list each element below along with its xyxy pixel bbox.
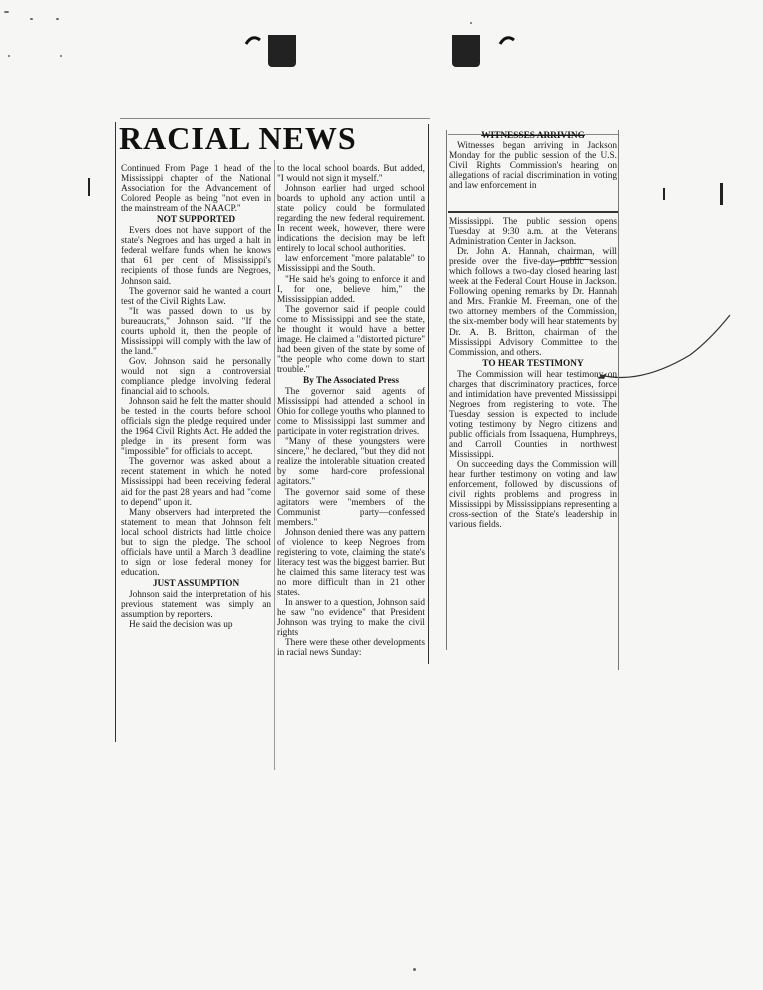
paragraph: There were these other developments in racial news Sunday:	[277, 638, 425, 659]
witnesses-lead: Witnesses began arriving in Jackson Monday for the public session of the U.S. Civil Rights Commission's hearing on allegations of racial discrimination in voting and law enforcement in	[449, 141, 617, 192]
paragraph: "Many of these youngsters were sincere," he declared, "but they did not realize the intolerable situation created by some hard-core professional agitators."	[277, 437, 425, 488]
paragraph: Johnson denied there was any pattern of violence to keep Negroes from registering to vote, claiming the state's literacy test was the biggest barrier. But he claimed this same literacy test was no more difficult than in 21 other states.	[277, 527, 425, 598]
paragraph: The governor said if people could come to Mississippi and see the state, he thought it would have a better image. He claimed a "distorted picture" had been given of the state by some of "the people who come down to start trouble."	[277, 304, 425, 375]
paragraph: Johnson said the interpretation of his previous statement was simply an assumption by reporters.	[121, 589, 271, 621]
paragraph: "He said he's going to enforce it and I, for one, believe him," the Mississippian added.	[277, 274, 425, 305]
clip-right-border	[428, 124, 429, 664]
paragraph: Mississippi. The public session opens Tuesday at 9:30 a.m. at the Veterans Administration Center in Jackson.	[449, 217, 617, 248]
paragraph: to the local school boards. But added, "I would not sign it myself."	[277, 164, 425, 185]
paragraph: On succeeding days the Commission will hear further testimony on voting and law enforcement, followed by discussions of civil rights problems and progress in Mississippi by Mississippians representing a cross-section of the State's leadership in various fields.	[449, 460, 617, 531]
article-column-1	[121, 164, 271, 630]
headline: RACIAL NEWS	[119, 120, 357, 156]
paragraph: "It was passed down to us by bureaucrats," Johnson said. "If the courts uphold it, then the people of Mississippi will comply with the law of the land."	[121, 306, 271, 357]
paragraph: Johnson earlier had urged school boards to uphold any action until a state policy could be formulated regarding the new federal requirement. In recent week, however, there were indications the decision may be left entirely to local school authorities.	[277, 184, 425, 255]
article-column-2	[277, 164, 425, 658]
witnesses-title: WITNESSES ARRIVING	[481, 131, 585, 141]
paragraph: He said the decision was up	[129, 620, 233, 631]
witnesses-heading	[449, 131, 617, 191]
paragraph: The governor said some of these agitators were "members of the Communist party—confessed members."	[277, 487, 425, 528]
paragraph: Evers does not have support of the state's Negroes and has urged a halt in federal welfare funds when he knows that 61 per cent of Mississippi's recipients of those funds are Negroes, Johnson said.	[121, 226, 271, 287]
rule-line	[448, 211, 618, 213]
subheading: NOT SUPPORTED	[156, 215, 236, 226]
paragraph: Dr. John A. Hannah, chairman, will preside over the five-day public session which follows a two-day closed hearing last week at the Federal Court House in Jackson. Following opening remarks by Dr. Hannah and Mrs. Frankie M. Freeman, one of the two attorney members of the Commission, the six-member body will hear statements by Dr. A. B. Britton, chairman of the Mississippi Advisory Committee to the Commission, and others.	[449, 247, 617, 358]
paragraph: Many observers had interpreted the statement to mean that Johnson felt local school districts had little choice but to sign the pledge. The school officials have until a March 3 deadline to sign or lose federal money for education.	[121, 507, 271, 578]
paragraph: In answer to a question, Johnson said he saw "no evidence" that President Johnson was trying to make the civil rights	[277, 598, 425, 639]
paragraph: The Commission will hear testimony on charges that discriminatory practices, force and intimidation have prevented Mississippi Negroes from registering to vote. The Tuesday session is expected to include voting testimony by Negro citizens and public officials from Issaquena, Humphreys, and Carroll Counties in northwest Mississippi.	[449, 369, 617, 461]
paragraph: The governor said he wanted a court test of the Civil Rights Law.	[121, 286, 271, 307]
subheading: By The Associated Press	[303, 375, 399, 386]
clip-left-border	[115, 122, 116, 742]
subheading: TO HEAR TESTIMONY	[482, 358, 584, 369]
paragraph: The governor was asked about a recent statement in which he noted Mississippi had been receiving federal aid for the past 28 years and had "come to depend" upon it.	[121, 457, 271, 508]
paragraph: Continued From Page 1 head of the Mississippi chapter of the National Association for the Advancement of Colored People as being "not even in the mainstream of the NAACP."	[121, 164, 271, 215]
clip-rightcol-border	[446, 130, 447, 650]
clip-rightcol-border	[618, 130, 619, 670]
clip-top-border	[120, 118, 430, 119]
paragraph: Johnson said he felt the matter should be tested in the courts before school officials sign the pledge required under the 1964 Civil Rights Act. He added the pledge in its present form was "impossible" for officials to accept.	[121, 397, 271, 458]
paragraph: The governor said agents of Mississippi had attended a school in Ohio for college youths who planned to come to Mississippi last summer and participate in voter registration drives.	[277, 387, 425, 438]
paragraph: law enforcement "more palatable" to Mississippi and the South.	[277, 254, 425, 275]
article-column-3	[449, 217, 617, 530]
subheading: JUST ASSUMPTION	[152, 578, 240, 589]
column-divider	[274, 160, 275, 770]
paragraph: Gov. Johnson said he personally would not sign a controversial compliance pledge involving federal financial aid to schools.	[121, 356, 271, 398]
